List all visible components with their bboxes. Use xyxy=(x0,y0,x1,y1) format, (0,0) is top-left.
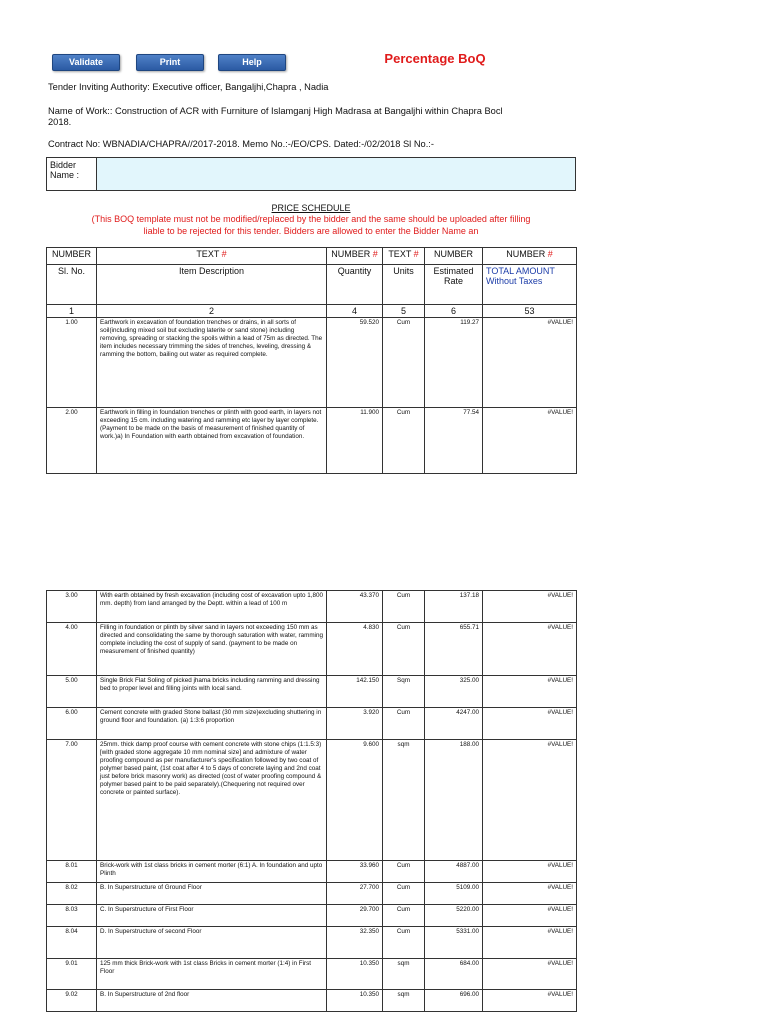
sl-cell: 8.03 xyxy=(47,905,97,927)
total-cell: #VALUE! xyxy=(483,676,577,708)
col-name-total: TOTAL AMOUNT Without Taxes xyxy=(483,265,577,305)
col-num-5: 6 xyxy=(425,305,483,318)
sl-cell: 8.04 xyxy=(47,927,97,959)
qty-cell: 32.350 xyxy=(327,927,383,959)
col-name-qty: Quantity xyxy=(327,265,383,305)
qty-cell: 11.900 xyxy=(327,408,383,474)
bidder-row xyxy=(46,157,576,191)
price-schedule-note: (This BOQ template must not be modified/replaced by the bidder and the same should be uploaded after filling xyxy=(91,214,531,224)
sl-cell: 3.00 xyxy=(47,591,97,623)
table-row xyxy=(47,905,577,927)
boq-table-top xyxy=(46,247,577,474)
total-cell: #VALUE! xyxy=(483,740,577,861)
table-row xyxy=(47,927,577,959)
rate-cell: 5331.00 xyxy=(425,927,483,959)
sl-cell: 4.00 xyxy=(47,623,97,676)
table-row xyxy=(47,408,577,474)
rate-cell: 77.54 xyxy=(425,408,483,474)
table-row xyxy=(47,883,577,905)
qty-cell: 4.830 xyxy=(327,623,383,676)
desc-cell: Cement concrete with graded Stone ballast (30 mm size)excluding shuttering in ground floor and foundation. (a) 1:3:6 proportion xyxy=(97,708,327,740)
unit-cell: sqm xyxy=(383,959,425,990)
sl-cell: 8.02 xyxy=(47,883,97,905)
rate-cell: 188.00 xyxy=(425,740,483,861)
unit-cell: Cum xyxy=(383,927,425,959)
table-row xyxy=(47,676,577,708)
qty-cell: 29.700 xyxy=(327,905,383,927)
sl-cell: 9.01 xyxy=(47,959,97,990)
col-num-6: 53 xyxy=(483,305,577,318)
table-row xyxy=(47,959,577,990)
rate-cell: 137.18 xyxy=(425,591,483,623)
desc-cell: B. In Superstructure of 2nd floor xyxy=(97,990,327,1012)
table-row xyxy=(47,740,577,861)
table-row xyxy=(47,990,577,1012)
col-num-1: 1 xyxy=(47,305,97,318)
price-schedule-title: PRICE SCHEDULE xyxy=(271,203,351,213)
tender-authority: Tender Inviting Authority: Executive officer, Bangaljhi,Chapra , Nadia xyxy=(48,82,329,92)
sl-cell: 1.00 xyxy=(47,318,97,408)
page-title: Percentage BoQ xyxy=(384,51,486,66)
table-row xyxy=(47,318,577,408)
col-type-6: NUMBER # xyxy=(483,248,577,265)
total-cell: #VALUE! xyxy=(483,905,577,927)
table-row xyxy=(47,708,577,740)
table-row xyxy=(47,591,577,623)
rate-cell: 684.00 xyxy=(425,959,483,990)
unit-cell: Cum xyxy=(383,591,425,623)
col-name-sl: Sl. No. xyxy=(47,265,97,305)
col-num-4: 5 xyxy=(383,305,425,318)
column-number-row xyxy=(47,305,577,318)
sl-cell: 8.01 xyxy=(47,861,97,883)
unit-cell: Cum xyxy=(383,318,425,408)
desc-cell: C. In Superstructure of First Floor xyxy=(97,905,327,927)
desc-cell: D. In Superstructure of second Floor xyxy=(97,927,327,959)
rate-cell: 119.27 xyxy=(425,318,483,408)
unit-cell: Cum xyxy=(383,861,425,883)
total-cell: #VALUE! xyxy=(483,623,577,676)
sl-cell: 9.02 xyxy=(47,990,97,1012)
qty-cell: 59.520 xyxy=(327,318,383,408)
rate-cell: 5109.00 xyxy=(425,883,483,905)
col-num-2: 2 xyxy=(97,305,327,318)
name-of-work-line1: Name of Work:: Construction of ACR with Furniture of Islamganj High Madrasa at Bangaljhi within Chapra Bocl xyxy=(48,106,503,116)
total-cell: #VALUE! xyxy=(483,959,577,990)
print-button[interactable]: Print xyxy=(136,54,204,71)
unit-cell: Sqm xyxy=(383,676,425,708)
desc-cell: 25mm. thick damp proof course with cement concrete with stone chips (1:1.5:3) [with graded stone aggregate 10 mm nominal size] and admixture of water proofing compound as per manufacturer's specification followed by two coat of polymer based paint, (1st coat after 4 to 5 days of concrete laying and 2nd coat just before brick masonry work) as directed (cost of water proofing compound & polymer based paint to be paid separately).(Chequering not required over concrete or painted surface). xyxy=(97,740,327,861)
rate-cell: 5220.00 xyxy=(425,905,483,927)
col-num-3: 4 xyxy=(327,305,383,318)
contract-number: Contract No: WBNADIA/CHAPRA//2017-2018. Memo No.:-/EO/CPS. Dated:-/02/2018 Sl No.:- xyxy=(48,139,434,149)
total-cell: #VALUE! xyxy=(483,927,577,959)
qty-cell: 9.600 xyxy=(327,740,383,861)
qty-cell: 33.960 xyxy=(327,861,383,883)
table-row xyxy=(47,861,577,883)
total-cell: #VALUE! xyxy=(483,861,577,883)
unit-cell: Cum xyxy=(383,905,425,927)
col-type-4: TEXT # xyxy=(383,248,425,265)
desc-cell: Filling in foundation or plinth by silver sand in layers not exceeding 150 mm as directed and consolidating the same by thorough saturation with water, ramming complete including the cost of supply of sand. (payment to be made on measurement of finished quantity) xyxy=(97,623,327,676)
rate-cell: 655.71 xyxy=(425,623,483,676)
desc-cell: With earth obtained by fresh excavation (including cost of excavation upto 1,800 mm. depth) from land arranged by the Deptt. within a lead of 100 m xyxy=(97,591,327,623)
unit-cell: Cum xyxy=(383,623,425,676)
unit-cell: Cum xyxy=(383,408,425,474)
bidder-name-label: Bidder Name : xyxy=(47,158,97,190)
col-type-3: NUMBER # xyxy=(327,248,383,265)
col-type-5: NUMBER xyxy=(425,248,483,265)
sl-cell: 2.00 xyxy=(47,408,97,474)
unit-cell: sqm xyxy=(383,990,425,1012)
sl-cell: 5.00 xyxy=(47,676,97,708)
unit-cell: Cum xyxy=(383,883,425,905)
col-type-2: TEXT # xyxy=(97,248,327,265)
total-cell: #VALUE! xyxy=(483,883,577,905)
help-button[interactable]: Help xyxy=(218,54,286,71)
validate-button[interactable]: Validate xyxy=(52,54,120,71)
col-name-unit: Units xyxy=(383,265,425,305)
desc-cell: Earthwork in excavation of foundation trenches or drains, in all sorts of soil(including mixed soil but excluding laterite or sand stone) including removing, spreading or stacking the spoils within a lead of 75m as directed. The item includes necessary trimming the sides of trenches, leveling, dressing & ramming the bottom, bailing out water as required complete. xyxy=(97,318,327,408)
rate-cell: 696.00 xyxy=(425,990,483,1012)
rate-cell: 325.00 xyxy=(425,676,483,708)
desc-cell: Brick-work with 1st class bricks in cement morter (6:1) A. In foundation and upto Plinth xyxy=(97,861,327,883)
sl-cell: 7.00 xyxy=(47,740,97,861)
qty-cell: 43.370 xyxy=(327,591,383,623)
rate-cell: 4247.00 xyxy=(425,708,483,740)
total-cell: #VALUE! xyxy=(483,708,577,740)
total-cell: #VALUE! xyxy=(483,318,577,408)
boq-table-bottom xyxy=(46,590,577,1012)
sl-cell: 6.00 xyxy=(47,708,97,740)
desc-cell: 125 mm thick Brick-work with 1st class Bricks in cement morter (1:4) in First Floor xyxy=(97,959,327,990)
desc-cell: B. In Superstructure of Ground Floor xyxy=(97,883,327,905)
unit-cell: sqm xyxy=(383,740,425,861)
col-name-desc: Item Description xyxy=(97,265,327,305)
qty-cell: 10.350 xyxy=(327,990,383,1012)
total-cell: #VALUE! xyxy=(483,990,577,1012)
unit-cell: Cum xyxy=(383,708,425,740)
qty-cell: 27.700 xyxy=(327,883,383,905)
qty-cell: 10.350 xyxy=(327,959,383,990)
qty-cell: 142.150 xyxy=(327,676,383,708)
rate-cell: 4887.00 xyxy=(425,861,483,883)
price-schedule-note-2: liable to be rejected for this tender. Bidders are allowed to enter the Bidder Name an xyxy=(143,226,479,236)
column-name-row xyxy=(47,265,577,305)
desc-cell: Single Brick Flat Soling of picked jhama bricks including ramming and dressing bed to proper level and filling joints with local sand. xyxy=(97,676,327,708)
desc-cell: Earthwork in filling in foundation trenches or plinth with good earth, in layers not exceeding 15 cm. including watering and ramming etc layer by layer complete. (Payment to be made on the basis of measurement of finished quantity of work.)a) In Foundation with earth obtained from excavation of foundation. xyxy=(97,408,327,474)
qty-cell: 3.920 xyxy=(327,708,383,740)
name-of-work-line2: 2018. xyxy=(48,117,72,127)
table-row xyxy=(47,623,577,676)
total-cell: #VALUE! xyxy=(483,408,577,474)
bidder-name-input[interactable] xyxy=(97,158,575,190)
col-type-1: NUMBER xyxy=(47,248,97,265)
col-name-rate: Estimated Rate xyxy=(425,265,483,305)
column-type-row xyxy=(47,248,577,265)
total-cell: #VALUE! xyxy=(483,591,577,623)
